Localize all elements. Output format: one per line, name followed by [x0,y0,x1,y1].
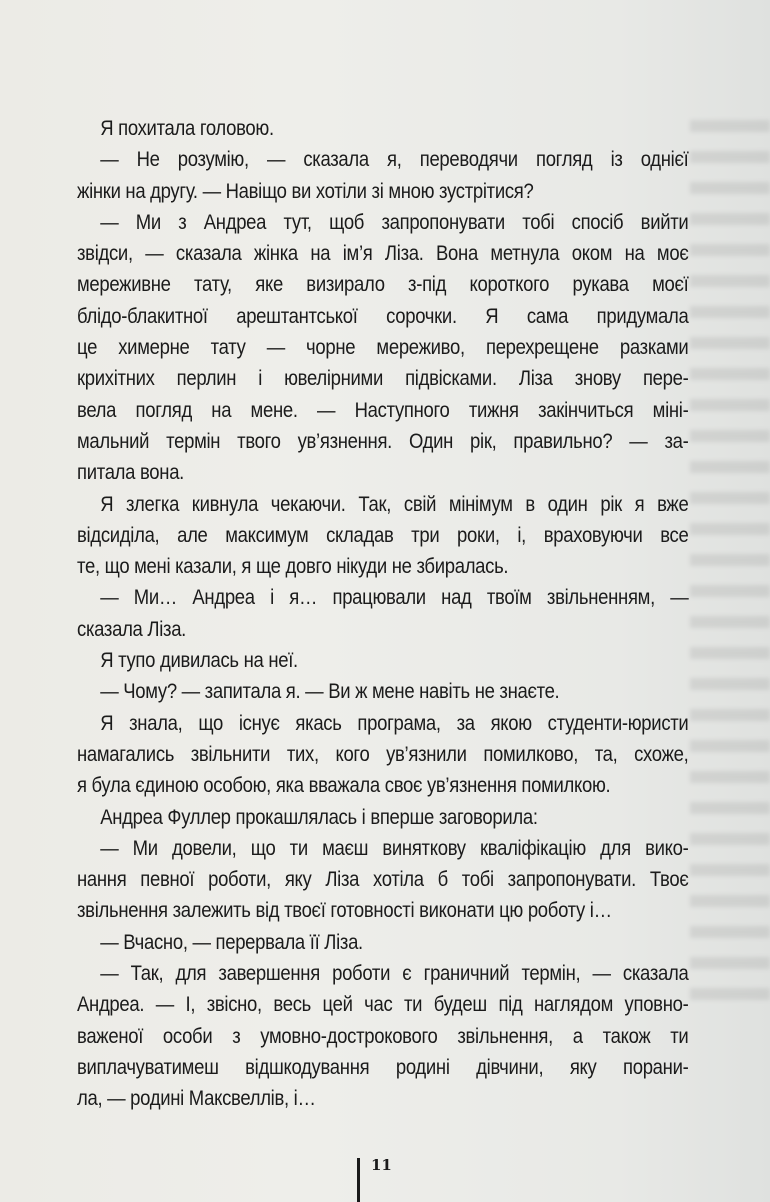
text-line: блідо-блакитної арештантської сорочки. Я сама придумала [77,303,689,328]
text-line: Я тупо дивилась на неї. [100,648,298,673]
text-line: важеної особи з умовно-дострокового звільнення, а також ти [77,1023,689,1048]
text-line: намагались звільнити тих, кого ув’язнили помилково, та, схоже, [77,741,689,766]
text-line: звідси, — сказала жінка на ім’я Ліза. Вона метнула оком на моє [77,241,689,266]
text-line: Андреа. — І, звісно, весь цей час ти будеш під наглядом уповно- [77,992,689,1017]
folio-rule [357,1158,360,1202]
text-line: відсиділа, але максимум складав три роки, і, враховуючи все [77,522,689,547]
text-line: звільнення залежить від твоєї готовності виконати цю роботу і… [77,898,612,923]
text-line: ла, — родині Максвеллів, і… [77,1086,316,1111]
text-line: — Ми довели, що ти маєш виняткову кваліфікацію для вико- [100,835,689,860]
text-line: Андреа Фуллер прокашлялась і вперше заговорила: [100,804,538,829]
text-line: — Ми… Андреа і я… працювали над твоїм звільненням, — [100,585,689,610]
text-line: мереживне тату, яке визирало з-під короткого рукава моєї [77,272,689,297]
text-line: вела погляд на мене. — Наступного тижня закінчиться міні- [77,397,689,422]
text-line: Я знала, що існує якась програма, за якою студенти-юристи [100,710,689,735]
text-line: Я злегка кивнула чекаючи. Так, свій мінімум в один рік я вже [100,491,689,516]
page-folio [357,1156,417,1200]
page-number: 11 [371,1156,392,1174]
text-line: нання певної роботи, яку Ліза хотіла б тобі запропонувати. Твоє [77,867,689,892]
text-line: сказала Ліза. [77,616,187,641]
text-line: — Не розумію, — сказала я, переводячи погляд із однієї [100,147,689,172]
text-line: жінки на другу. — Навіщо ви хотіли зі мною зустрітися? [77,178,534,203]
text-line: Я похитала головою. [100,116,274,140]
text-line: це химерне тату — чорне мереживо, перехрещене разками [77,335,689,360]
text-line: — Ми з Андреа тут, щоб запропонувати тобі спосіб вийти [100,209,689,234]
text-line: я була єдиною особою, яка вважала своє ув’язнення помилкою. [77,773,611,798]
text-line: — Вчасно, — перервала її Ліза. [100,929,363,954]
text-line: крихітних перлин і ювелірними підвісками. Ліза знову пере- [77,366,689,391]
text-line: мальний термін твого ув’язнення. Один рік, правильно? — за- [77,428,689,453]
text-line: — Чому? — запитала я. — Ви ж мене навіть не знаєте. [100,679,560,704]
reverse-side-show-through [690,110,770,1010]
text-line: те, що мені казали, я ще довго нікуди не збиралась. [77,554,509,579]
body-text [77,113,689,1115]
text-line: питала вона. [77,460,185,485]
text-line: виплачуватимеш відшкодування родині дівчини, яку порани- [77,1054,689,1079]
text-line: — Так, для завершення роботи є граничний термін, — сказала [100,961,689,986]
